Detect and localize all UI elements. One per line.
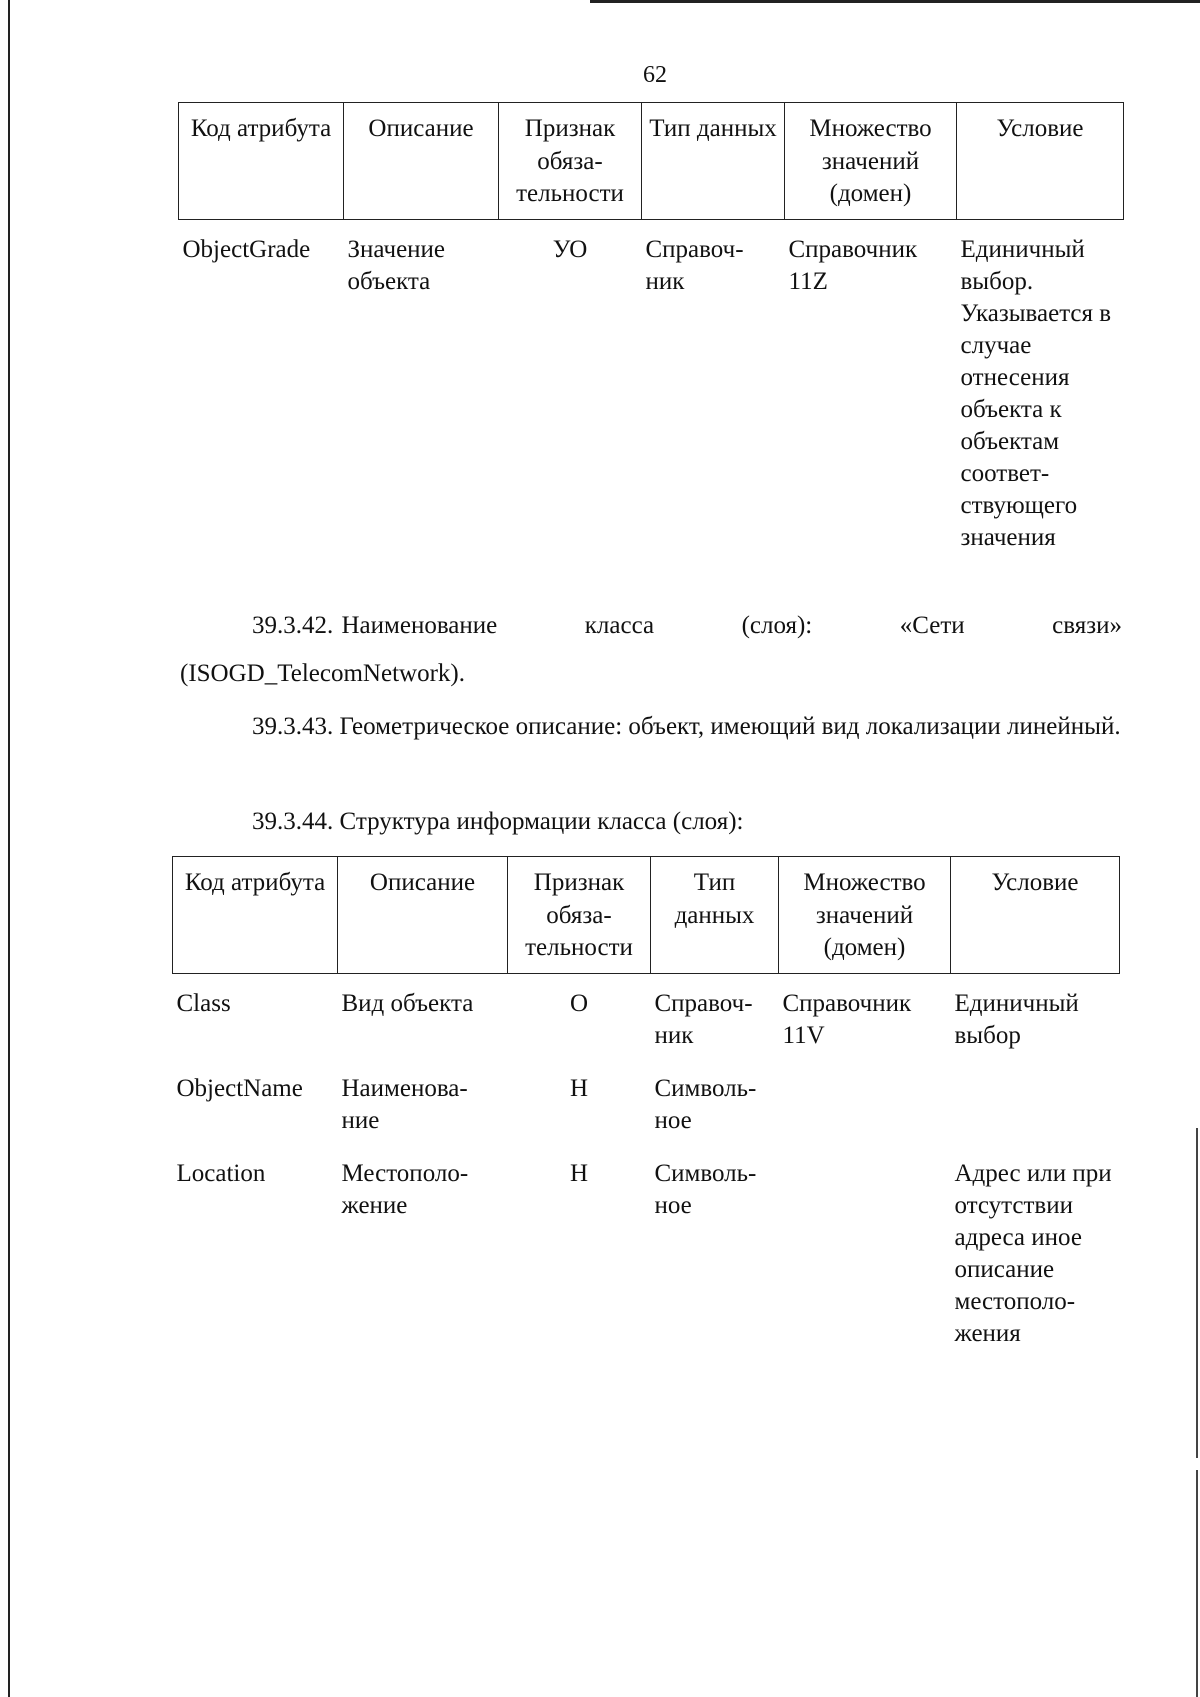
table-row: [173, 1073, 1120, 1158]
header-required: Признак обяза-тельности: [499, 103, 642, 220]
paragraph-class-name: [180, 602, 1122, 698]
scan-left-edge: [8, 0, 10, 1697]
paragraph-word: (слоя):: [741, 612, 813, 639]
cell-domain: [779, 1158, 951, 1370]
header-attribute-code: Код атрибута: [173, 857, 338, 974]
paragraph-word: связи»: [1052, 612, 1122, 639]
paragraph-word: класса: [584, 612, 655, 639]
paragraph-layer-code: (ISOGD_TelecomNetwork).: [180, 660, 465, 687]
header-description: Описание: [344, 103, 499, 220]
table-header-row: [179, 103, 1124, 220]
page-number: 62: [643, 62, 667, 88]
cell-condition: Единичный выбор: [954, 989, 1079, 1049]
cell-domain: [779, 1073, 951, 1158]
attributes-table-2: [172, 856, 1120, 1370]
table-row: [179, 234, 1124, 574]
scan-top-edge: [590, 0, 1200, 3]
cell-required: УО: [552, 235, 588, 263]
cell-data-type: Справоч-ник: [654, 989, 753, 1049]
table-row: [173, 988, 1120, 1073]
cell-description: Местополо-жение: [341, 1159, 469, 1219]
cell-domain: Справочник 11V: [782, 989, 912, 1049]
cell-attribute-code: ObjectGrade: [182, 235, 311, 263]
cell-domain: Справочник 11Z: [788, 235, 918, 295]
table-header-row: [173, 857, 1120, 974]
paragraph-word: 39.3.42. Наименование: [252, 612, 498, 639]
cell-attribute-code: ObjectName: [176, 1074, 303, 1102]
attributes-table-1: [178, 102, 1124, 574]
cell-condition: Адрес или при отсутствии адреса иное описание местополо-жения: [954, 1159, 1112, 1347]
paragraph-structure: 39.3.44. Структура информации класса (слоя):: [252, 808, 744, 835]
cell-description: Наименова-ние: [341, 1074, 468, 1134]
cell-attribute-code: Location: [176, 1159, 266, 1187]
cell-description: Вид объекта: [341, 989, 474, 1017]
scan-right-edge: [1196, 1128, 1198, 1458]
header-required: Признак обяза-тельности: [508, 857, 651, 974]
cell-data-type: Справоч-ник: [645, 235, 744, 295]
header-data-type: Тип данных: [642, 103, 785, 220]
cell-attribute-code: Class: [176, 989, 231, 1017]
paragraph-geometry: 39.3.43. Геометрическое описание: объект, имеющий вид локализации линейный.: [252, 713, 1121, 740]
header-condition: Условие: [951, 857, 1120, 974]
header-domain: Множество значений (домен): [785, 103, 957, 220]
header-condition: Условие: [957, 103, 1124, 220]
cell-required: Н: [569, 1159, 589, 1187]
scan-right-edge: [1196, 1470, 1198, 1697]
table-row: [173, 1158, 1120, 1370]
cell-condition: Единичный выбор. Указывается в случае отнесения объекта к объектам соответ-ствующего значения: [960, 235, 1112, 551]
header-attribute-code: Код атрибута: [179, 103, 344, 220]
cell-required: Н: [569, 1074, 589, 1102]
cell-condition: [951, 1073, 1120, 1158]
header-data-type: Тип данных: [651, 857, 779, 974]
cell-data-type: Символь-ное: [654, 1159, 757, 1219]
header-description: Описание: [338, 857, 508, 974]
cell-data-type: Символь-ное: [654, 1074, 757, 1134]
paragraph-word: «Сети: [899, 612, 965, 639]
cell-description: Значение объекта: [347, 235, 446, 295]
cell-required: О: [569, 989, 589, 1017]
header-domain: Множество значений (домен): [779, 857, 951, 974]
